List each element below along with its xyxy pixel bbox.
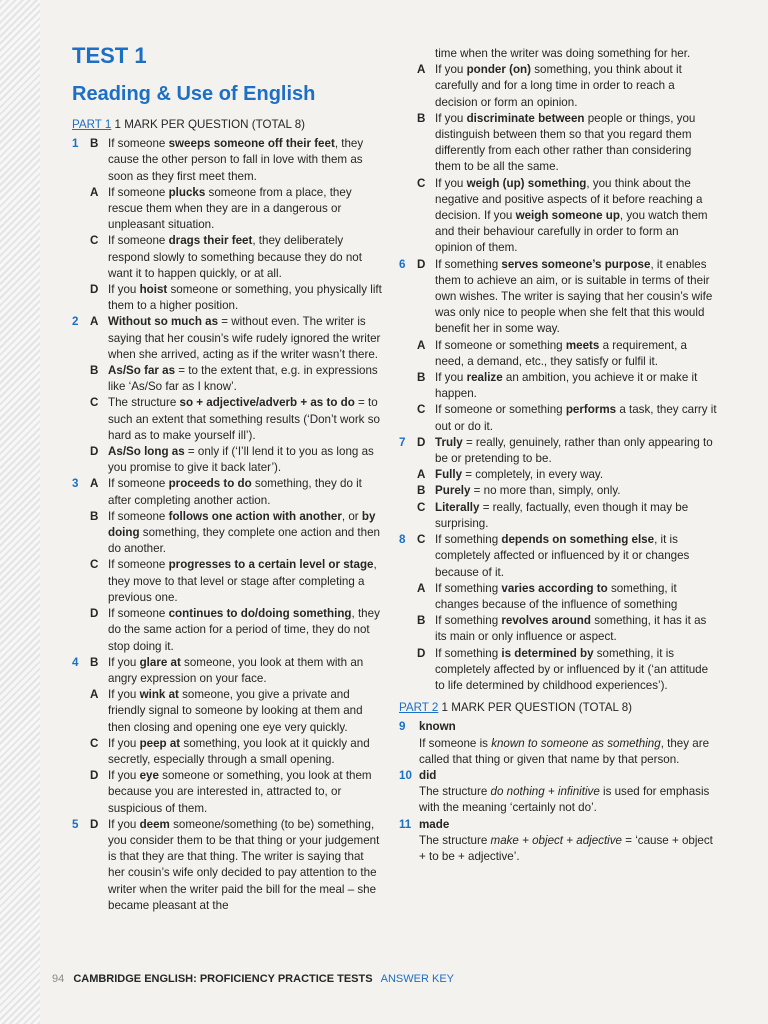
option-letter: B [90, 509, 99, 523]
explanation-text: As/So far as = to the extent that, e.g. in expressions like ‘As/So far as I know’. [108, 364, 378, 394]
test-title: TEST 1 [72, 43, 147, 68]
explanation-text: If you realize an ambition, you achieve it or make it happen. [435, 371, 698, 401]
option-letter: C [90, 736, 99, 750]
explanation-text: If you weigh (up) something, you think about the negative and positive aspects of it before reaching a decision. If you weigh someone up, you watch them and their behaviour carefully in order to form an opinion of them. [435, 176, 708, 255]
explanation-text: If you eye someone or something, you look at them because you are interested in, attracted to, or suspicious of them. [108, 769, 372, 815]
explanation-text: Purely = no more than, simply, only. [435, 484, 621, 498]
explanation-text: If someone is known to someone as something, they are called that thing or given that name by that person. [419, 736, 710, 766]
option-letter: C [90, 558, 99, 572]
option-letter: C [90, 396, 99, 410]
answer-row [399, 257, 717, 338]
question-number: 3 [72, 477, 79, 491]
answer-word: did [419, 768, 437, 782]
answer-row [399, 483, 717, 499]
question-number [72, 687, 90, 736]
answer-row [72, 136, 382, 185]
option-letter: B [417, 111, 426, 125]
explanation-text: The structure do nothing + infinitive is used for emphasis with the meaning ‘certainly not do’. [419, 785, 710, 815]
side-answer-key-label [0, 40, 40, 245]
option-letter: A [90, 185, 99, 199]
question-number [399, 111, 417, 176]
question-number: 5 [72, 817, 79, 831]
option-letter: A [417, 468, 426, 482]
footer-answer-key: ANSWER KEY [380, 973, 454, 985]
question-number: 4 [72, 655, 79, 669]
option-letter: A [417, 338, 426, 352]
answer-row [72, 557, 382, 606]
question-number: 7 [399, 435, 406, 449]
explanation-text: If someone continues to do/doing something, they do the same action for a period of time, they do not stop doing it. [108, 607, 380, 653]
option-letter: D [90, 817, 99, 831]
part2-header [399, 700, 717, 716]
answer-row [72, 606, 382, 655]
answer-row [72, 736, 382, 768]
question-number [399, 646, 417, 695]
explanation-text: If someone or something meets a requirement, a need, a demand, etc., they satisfy or fulfil it. [435, 338, 687, 368]
question-number: 8 [399, 533, 406, 547]
explanation-text: Fully = completely, in every way. [435, 468, 604, 482]
answer-row [72, 233, 382, 282]
explanation-text: If someone progresses to a certain level or stage, they move to that level or stage after completing a previous one. [108, 558, 377, 604]
explanation-text: If something serves someone’s purpose, it enables them to achieve an aim, or is suitable in terms of their own wishes. The writer is saying that her cousin’s wife was only nice to people when she felt that this would benefit her in some way. [435, 257, 713, 336]
answer-row [399, 370, 717, 402]
answer-row [72, 185, 382, 234]
option-letter: D [417, 646, 426, 660]
left-column [72, 117, 382, 914]
explanation-text: If something revolves around something, it has it as its main or only influence or aspect. [435, 614, 707, 644]
answer-row [399, 435, 717, 467]
question-number [72, 557, 90, 606]
option-letter: C [417, 500, 426, 514]
question-number [399, 402, 417, 434]
answer-row [399, 111, 717, 176]
explanation-text: If someone drags their feet, they deliberately respond slowly to something because they do not want it to happen quickly, or at all. [108, 234, 362, 280]
answer-row [399, 338, 717, 370]
answer-row [72, 282, 382, 314]
question-number [72, 282, 90, 314]
option-letter: B [90, 655, 99, 669]
option-letter: C [417, 403, 426, 417]
answer-row [72, 817, 382, 914]
part2-item-head [399, 719, 717, 735]
question-number [72, 363, 90, 395]
answer-row [399, 176, 717, 257]
part2-item-head [399, 817, 717, 833]
question-number [72, 768, 90, 817]
answer-row [399, 613, 717, 645]
option-letter: A [417, 581, 426, 595]
answer-row [399, 500, 717, 532]
answer-row [399, 467, 717, 483]
question-number: 9 [399, 720, 406, 734]
option-letter: B [417, 371, 426, 385]
option-letter: B [417, 484, 426, 498]
question-number [399, 483, 417, 499]
option-letter: D [417, 435, 426, 449]
question-number [72, 736, 90, 768]
book-title: CAMBRIDGE ENGLISH: PROFICIENCY PRACTICE TESTS [73, 973, 373, 985]
answer-row [72, 444, 382, 476]
option-letter: B [417, 614, 426, 628]
question-number [399, 500, 417, 532]
part1-marks: 1 MARK PER QUESTION (TOTAL 8) [114, 118, 306, 131]
question-number [72, 509, 90, 558]
question-number [399, 467, 417, 483]
explanation-text: If someone plucks someone from a place, they rescue them when they are in a dangerous or unpleasant situation. [108, 185, 352, 232]
explanation-text: If someone follows one action with another, or by doing something, they complete one action and then do another. [108, 509, 380, 556]
option-letter: C [417, 533, 426, 547]
answer-row [72, 655, 382, 687]
explanation-text: As/So long as = only if (‘I’ll lend it to you as long as you promise to give it back later’). [108, 445, 374, 475]
answer-row [399, 402, 717, 434]
page-number: 94 [52, 973, 65, 985]
explanation-text: If something is determined by something, it is completely affected by or influenced by it (‘an attitude to life determined by childhood experiences’). [435, 646, 709, 692]
question-number [72, 185, 90, 234]
explanation-text: If you wink at someone, you give a private and friendly signal to someone by looking at them and then closing and opening one eye very quickly. [108, 688, 363, 734]
answer-word: known [419, 720, 456, 734]
explanation-text: Without so much as = without even. The writer is saying that her cousin’s wife rudely ignored the writer when she arrived, acting as if the writer wasn’t there. [108, 315, 381, 361]
explanation-text: If someone proceeds to do something, they do it after completing another action. [108, 477, 362, 507]
option-letter: A [90, 477, 99, 491]
question-number [72, 444, 90, 476]
question-number: 11 [399, 817, 412, 831]
answer-row [399, 532, 717, 581]
footer [52, 973, 454, 985]
answer-row [399, 46, 717, 62]
option-letter: A [417, 63, 426, 77]
question-number [72, 395, 90, 444]
answer-row [72, 687, 382, 736]
question-number: 2 [72, 315, 79, 329]
question-number [399, 46, 417, 62]
answer-row [72, 509, 382, 558]
option-letter: D [90, 445, 99, 459]
option-letter: D [417, 257, 426, 271]
option-letter: B [90, 364, 99, 378]
explanation-text: If you peep at something, you look at it quickly and secretly, especially through a small opening. [108, 736, 370, 766]
question-number [399, 581, 417, 613]
option-letter: B [90, 137, 99, 151]
answer-row [399, 62, 717, 111]
explanation-text: If something depends on something else, it is completely affected or influenced by it or changes because of it. [435, 533, 690, 579]
part2-item [399, 719, 717, 768]
option-letter: A [90, 688, 99, 702]
question-number [399, 62, 417, 111]
answer-row [72, 476, 382, 508]
explanation-text: Truly = really, genuinely, rather than only appearing to be or pretending to be. [435, 435, 713, 466]
explanation-text: time when the writer was doing something for her. [435, 47, 691, 60]
explanation-text: If you hoist someone or something, you physically lift them to a higher position. [108, 283, 382, 313]
option-letter: C [417, 176, 426, 190]
explanation-text: If something varies according to something, it changes because of the influence of something [435, 581, 678, 611]
question-number [72, 233, 90, 282]
answer-word: made [419, 817, 450, 831]
option-letter [417, 46, 435, 62]
question-number [399, 176, 417, 257]
part2-item-head [399, 768, 717, 784]
right-column [399, 46, 717, 865]
question-number: 1 [72, 137, 79, 151]
option-letter: D [90, 607, 99, 621]
question-number [399, 370, 417, 402]
option-letter: D [90, 769, 99, 783]
option-letter: C [90, 234, 99, 248]
answer-row [72, 363, 382, 395]
option-letter: D [90, 283, 99, 297]
part2-marks: 1 MARK PER QUESTION (TOTAL 8) [441, 701, 633, 715]
answer-row [399, 581, 717, 613]
part1-header [72, 117, 382, 133]
question-number [72, 606, 90, 655]
question-number: 6 [399, 257, 406, 271]
question-number [399, 338, 417, 370]
answer-row [72, 768, 382, 817]
explanation-text: If someone sweeps someone off their feet, they cause the other person to fall in love with them as soon as they first meet them. [108, 137, 364, 183]
explanation-text: If you deem someone/something (to be) something, you consider them to be that thing or your judgement is that they are that thing. The writer is saying that her cousin’s wife only decided to pay attention to the writer when the writer paid the bill for the meal – she became pleasant at the [108, 817, 380, 912]
answer-row [72, 395, 382, 444]
explanation-text: If someone or something performs a task, they carry it out or do it. [435, 403, 717, 433]
explanation-text: Literally = really, factually, even though it may be surprising. [435, 500, 689, 530]
explanation-text: If you discriminate between people or things, you distinguish between them so that you regard them differently from each other rather than considering them to be all the same. [435, 111, 696, 174]
part1-link[interactable]: PART 1 [72, 118, 112, 131]
explanation-text: The structure so + adjective/adverb + as to do = to such an extent that something results (‘Don’t work so hard as to make yourself ill’). [108, 396, 380, 442]
explanation-text: If you ponder (on) something, you think about it carefully and for a long time in order to reach a decision or form an opinion. [435, 63, 682, 109]
answer-row [399, 646, 717, 695]
explanation-text: If you glare at someone, you look at them with an angry expression on your face. [108, 655, 364, 685]
part2-item [399, 817, 717, 866]
section-title: Reading & Use of English [72, 83, 316, 105]
question-number [399, 613, 417, 645]
option-letter: A [90, 315, 99, 329]
part2-item [399, 768, 717, 817]
answer-row [72, 314, 382, 363]
part2-link[interactable]: PART 2 [399, 701, 439, 715]
question-number: 10 [399, 768, 412, 782]
explanation-text: The structure make + object + adjective = ‘cause + object + to be + adjective’. [419, 833, 713, 863]
